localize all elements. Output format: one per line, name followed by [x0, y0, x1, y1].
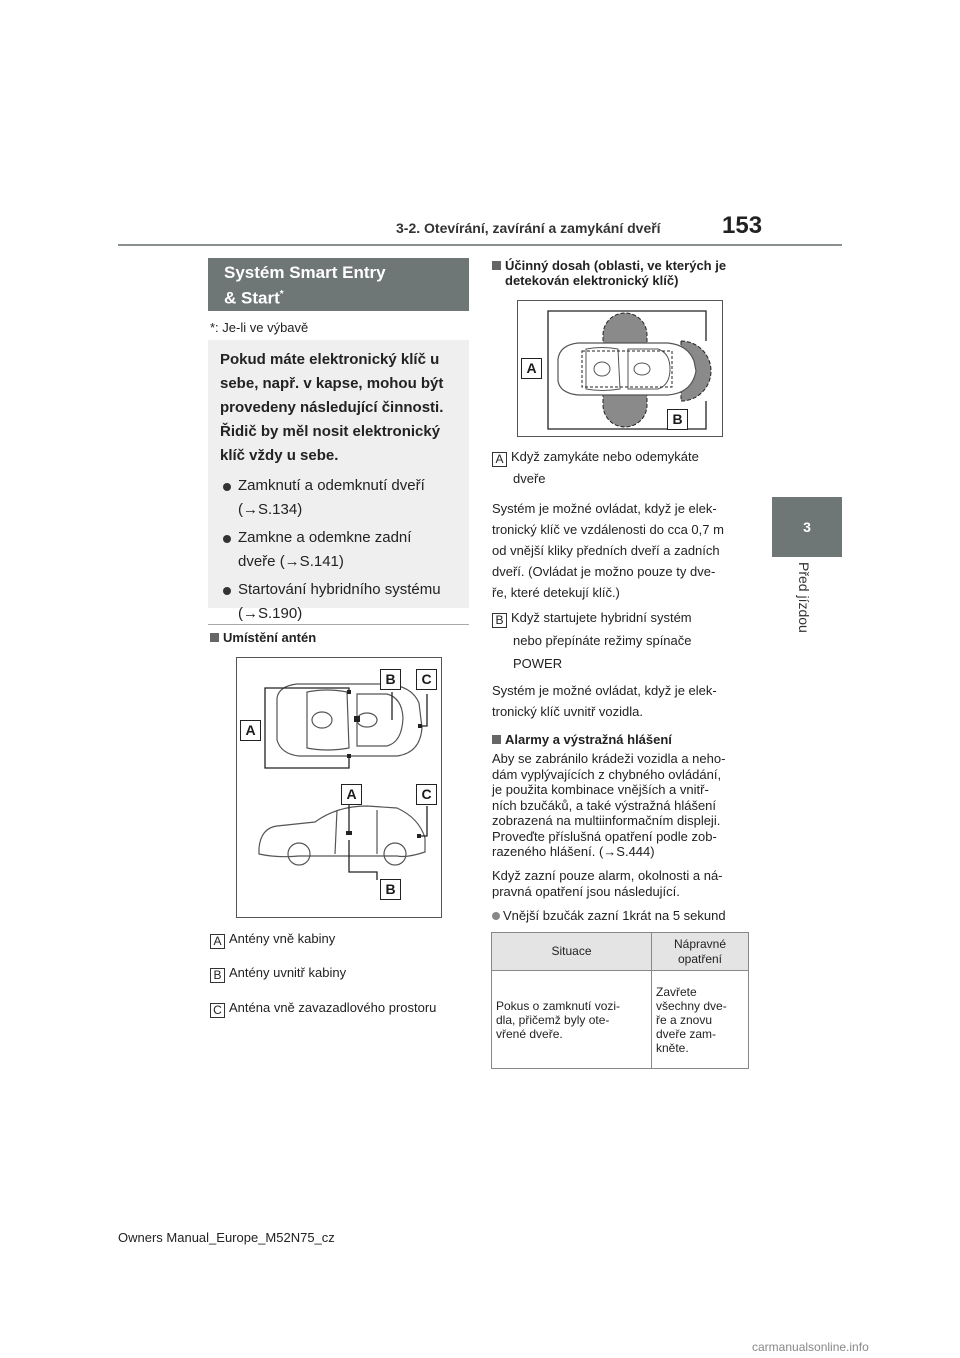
watermark: carmanualsonline.info	[752, 1340, 869, 1354]
range-item-a: A Když zamykáte nebo odemykáte dveře	[492, 446, 699, 490]
square-bullet-icon	[210, 633, 219, 642]
range-text-b: Systém je možné ovládat, když je elek- tronický klíč uvnitř vozidla.	[492, 683, 717, 719]
callout-b: B	[380, 669, 401, 690]
antenna-diagram	[237, 658, 441, 917]
range-item-b: B Když startujete hybridní systém nebo přepínáte režimy spínače POWER	[492, 606, 692, 675]
alarm-heading: Alarmy a výstražná hlášení	[492, 732, 672, 747]
alarm-text: Aby se zabránilo krádeži vozidla a neho- dám vyplývajících z chybného ovládání, je použita kombinace vnějších a vnitř- ních bzučáků, a také výstražná hlášení zobrazená na multiinformačním displeji. Proveďte příslušná opatření podle zob- razeného hlášení. (→S.444)	[492, 751, 726, 859]
alarm-bullet: Vnější bzučák zazní 1krát na 5 sekund	[492, 908, 726, 923]
section-title-line2: & Start	[224, 288, 280, 308]
header-rule	[118, 244, 842, 246]
range-figure	[517, 300, 723, 437]
legend-item-b: B Antény uvnitř kabiny	[210, 961, 346, 985]
footnote-marker: *	[279, 289, 284, 300]
callout-c: C	[416, 784, 437, 805]
running-header: 3-2. Otevírání, zavírání a zamykání dveří	[396, 220, 661, 236]
info-lead: Pokud máte elektronický klíč u sebe, např. v kapse, mohou být provedeny následující činnosti. Řidič by měl nosit elektronický klíč vždy u sebe.	[220, 351, 444, 464]
antenna-heading: Umístění antén	[210, 630, 316, 645]
range-diagram	[518, 301, 722, 436]
info-bullet: Zamkne a odemkne zadní dveře (→S.141)	[220, 526, 457, 574]
situation-table	[491, 932, 749, 1069]
section-title	[208, 258, 469, 311]
square-bullet-icon	[492, 735, 501, 744]
chapter-tab: 3	[772, 497, 842, 557]
legend-item-c: C Anténa vně zavazadlového prostoru	[210, 996, 436, 1020]
table-header-action: Nápravné opatření	[652, 933, 749, 971]
section-title-line1: Systém Smart Entry	[224, 263, 386, 282]
alarm-text-2: Když zazní pouze alarm, okolnosti a ná- pravná opatření jsou následující.	[492, 868, 723, 899]
callout-b: B	[667, 409, 688, 430]
info-bullet: Startování hybridního systému (→S.190)	[220, 578, 457, 626]
callout-c: C	[416, 669, 437, 690]
chapter-label: Před jízdou	[796, 562, 812, 633]
legend-item-a: A Antény vně kabiny	[210, 927, 335, 951]
page-number: 153	[722, 212, 763, 239]
info-bullet: Zamknutí a odemknutí dveří (→S.134)	[220, 474, 457, 522]
circle-bullet-icon	[492, 912, 500, 920]
callout-a: A	[341, 784, 362, 805]
square-bullet-icon	[492, 261, 501, 270]
table-cell-action: Zavřete všechny dve- ře a znovu dveře zam- kněte.	[652, 971, 749, 1069]
antenna-figure	[236, 657, 442, 918]
range-text-a: Systém je možné ovládat, když je elek- tronický klíč ve vzdálenosti do cca 0,7 m od vnější kliky předních dveří a zadních dveří. (Ovládat je možno pouze ty dve- ře, které detekují klíč.)	[492, 501, 724, 600]
range-heading: Účinný dosah (oblasti, ve kterých je detekován elektronický klíč)	[492, 258, 726, 288]
table-header-situation: Situace	[492, 933, 652, 971]
info-box	[208, 340, 469, 622]
callout-a: A	[521, 358, 542, 379]
callout-a: A	[240, 720, 261, 741]
footnote: *: Je-li ve výbavě	[210, 320, 309, 335]
section-divider	[208, 624, 469, 625]
table-cell-situation: Pokus o zamknutí vozi- dla, přičemž byly ote- vřené dveře.	[492, 971, 652, 1069]
table-row	[492, 971, 749, 1069]
callout-b: B	[380, 879, 401, 900]
page-footer: Owners Manual_Europe_M52N75_cz	[118, 1230, 335, 1245]
